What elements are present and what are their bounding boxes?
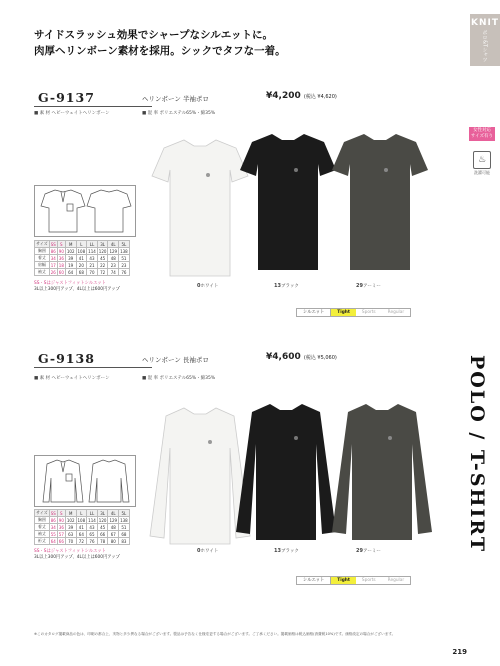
color-name: ホワイト [200,549,219,554]
size-header: S [57,241,65,248]
size-cell: 80 [108,538,119,545]
material-detail: ■ 混 率 ポリエステル65%・綿35% [142,376,216,381]
size-cell: 129 [109,517,118,523]
silhouette-indicator [296,308,411,317]
size-cell: 114 [88,248,96,254]
silhouette-option: Sports [361,310,376,315]
color-name: ブラック [280,549,299,554]
divider [34,106,152,107]
headline [34,27,286,59]
size-cell: 23 [108,262,119,269]
size-cell: 120 [98,248,107,254]
size-cell: 18 [58,262,64,268]
size-cell: 17 [50,262,56,268]
color-caption [197,283,218,289]
size-cell: 70 [87,269,98,276]
size-cell: 着丈 [35,255,50,262]
washable-icon: ♨ [473,151,491,169]
size-cell: 胸囲 [35,248,50,255]
vertical-section-title: POLO / T-SHIRT [466,355,488,553]
size-cell: 68 [76,269,87,276]
size-cell: 23 [119,262,130,269]
silhouette-indicator [296,576,411,585]
shirt-black [236,404,336,540]
size-cell: 43 [87,524,98,531]
size-cell: 34 [50,524,56,530]
size-cell: 67 [108,531,119,538]
size-cell: 57 [58,531,64,537]
size-cell: 102 [66,248,75,254]
silhouette-option: Regular [387,578,405,583]
color-name: ブラック [280,284,299,289]
size-cell: 90 [58,248,64,254]
size-header: LL [87,510,98,517]
size-cell: 64 [50,538,56,544]
silhouette-option: Tight [331,577,356,584]
size-cell: 70 [65,538,76,545]
size-cell: 86 [50,517,56,523]
color-code: 0 [197,283,201,289]
size-cell: 76 [119,269,130,276]
price-value: ¥4,600 [266,352,301,362]
size-cell: 34 [50,255,56,261]
size-cell: 108 [77,248,86,254]
size-header: 5L [119,510,130,517]
headline-line-2: 肉厚ヘリンボーン素材を採用。シックでタフな一着。 [34,45,286,57]
size-table [34,509,130,545]
size-cell: 55 [50,531,56,537]
size-cell: 41 [76,255,87,262]
price-value: ¥4,200 [266,91,301,101]
size-header: M [65,510,76,517]
product-name: ヘリンボーン 長袖ポロ [142,356,209,364]
size-cell: 36 [58,524,64,530]
size-header: 4L [108,510,119,517]
model-number: G-9137 [38,90,95,105]
color-name: ホワイト [200,284,219,289]
price-tax: (税込 ¥5,060) [303,355,337,361]
model-number: G-9138 [38,351,95,366]
size-header: 3L [97,241,108,248]
size-cell: 22 [97,262,108,269]
product-price [266,91,337,101]
size-cell: 129 [109,248,118,254]
size-header: サイズ [36,241,48,246]
size-cell: 72 [76,538,87,545]
product-photos [150,130,445,280]
size-cell: 48 [108,255,119,262]
technical-drawing [34,455,136,507]
shirt-white [152,140,248,276]
silhouette-option: Sports [361,578,376,583]
shirt-army [332,404,432,540]
size-cell: 65 [87,531,98,538]
price-tax: (税込 ¥4,620) [303,94,337,100]
size-header: 5L [119,241,130,248]
silhouette-option: Regular [387,310,405,315]
size-cell: 51 [119,524,130,531]
size-cell: 43 [87,255,98,262]
size-cell: 袖丈 [35,269,50,276]
size-cell: 66 [58,538,64,544]
color-code: 13 [274,548,281,554]
size-header: S [57,510,65,517]
category-tab-subtitle: ポロ&Tシャツ [481,30,488,62]
material-label: ■ 素 材 ヘビーウェイトヘリンボーン [34,111,110,116]
size-cell: 66 [97,531,108,538]
color-name: アーミー [362,549,381,554]
size-cell: 36 [58,255,64,261]
silhouette-option: Tight [331,309,356,316]
headline-line-1: サイドスラッシュ効果でシャープなシルエットに。 [34,29,274,41]
shirt-army [332,134,428,270]
size-header: 4L [108,241,119,248]
size-cell: 138 [120,517,128,523]
size-cell: 86 [50,248,56,254]
washable-label: 洗濯可能 [474,170,490,175]
size-cell: 74 [108,269,119,276]
size-cell: 胸囲 [35,517,50,524]
size-cell: 39 [65,255,76,262]
size-table [34,240,130,276]
size-cell: 45 [97,255,108,262]
size-cell: 64 [65,269,76,276]
product-name: ヘリンボーン 半袖ポロ [142,95,209,103]
size-cell: 26 [50,269,56,275]
color-caption [356,283,381,289]
category-tab[interactable] [470,14,500,66]
product-price [266,352,337,362]
size-cell: 肩幅 [35,262,50,269]
size-cell: 138 [120,248,128,254]
size-cell: 41 [76,524,87,531]
size-header: LL [87,241,98,248]
size-note-pink: SS・Sはジャストフィットシルエット [34,549,106,554]
size-cell: 120 [98,517,107,523]
size-cell: 64 [76,531,87,538]
size-note [34,549,120,561]
size-cell: 63 [65,531,76,538]
size-note-text: 3L以上300円アップ、4L以上は600円アップ [34,287,120,292]
shirt-white [150,408,250,544]
shirt-black [240,134,336,270]
silhouette-label: シルエット [297,309,331,316]
size-cell: 袖丈 [35,531,50,538]
product-photos [148,400,448,548]
size-cell: 72 [97,269,108,276]
color-caption [274,548,299,554]
size-note [34,281,120,293]
page-number: 219 [452,648,467,656]
size-cell: 51 [119,255,130,262]
size-note-text: 3L以上300円アップ、4L以上は600円アップ [34,555,120,560]
silhouette-label: シルエット [297,577,331,584]
size-cell: 90 [58,517,64,523]
size-cell: 45 [97,524,108,531]
material-detail: ■ 混 率 ポリエステル65%・綿35% [142,111,216,116]
size-cell: 68 [119,531,130,538]
color-code: 0 [197,548,201,554]
size-note-pink: SS・Sはジャストフィットシルエット [34,281,106,286]
color-code: 29 [356,283,363,289]
size-header: SS [50,241,56,247]
size-cell: 76 [87,538,98,545]
ladies-size-badge: 女性対応 サイズ有り [470,128,494,139]
material-label: ■ 素 材 ヘビーウェイトヘリンボーン [34,376,110,381]
size-cell: 19 [65,262,76,269]
size-header: サイズ [36,510,48,515]
size-cell: 78 [97,538,108,545]
size-cell: 39 [65,524,76,531]
color-caption [356,548,381,554]
size-cell: 21 [87,262,98,269]
color-caption [197,548,218,554]
color-code: 13 [274,283,281,289]
color-caption [274,283,299,289]
size-header: L [76,510,87,517]
size-cell: 着丈 [35,524,50,531]
size-cell: 114 [88,517,96,523]
size-cell: 60 [58,269,64,275]
size-cell: 108 [77,517,86,523]
size-header: L [76,241,87,248]
size-cell: 裄丈 [35,538,50,545]
color-name: アーミー [362,284,381,289]
size-header: SS [50,510,56,516]
size-cell: 48 [108,524,119,531]
size-header: M [65,241,76,248]
size-cell: 102 [66,517,75,523]
color-code: 29 [356,548,363,554]
divider [34,367,152,368]
size-header: 3L [97,510,108,517]
category-tab-title: KNIT [471,18,499,28]
size-cell: 20 [76,262,87,269]
size-cell: 83 [119,538,130,545]
footer-disclaimer: ※このカタログ掲載商品の色は、印刷の都合上、実物と多少異なる場合がございます。製品は予告なく仕様変更する場合がございます。ご了承ください。掲載価格は税込価格(消費税10%)です。価格改定の場合がございます。 [34,632,396,636]
technical-drawing [34,185,136,237]
